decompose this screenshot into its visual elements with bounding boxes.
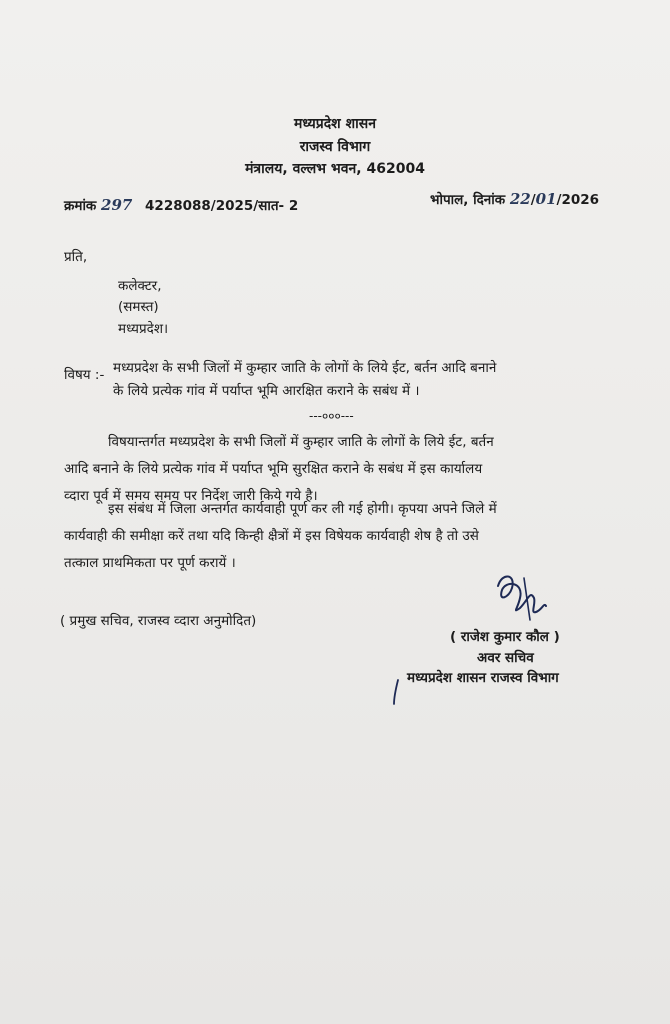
approval-note: ( प्रमुख सचिव, राजस्व व्दारा अनुमोदित) <box>60 613 257 629</box>
paragraph-1-line-2: आदि बनाने के लिये प्रत्येक गांव में पर्याप्त भूमि सुरक्षित कराने के सबंध में इस कार्यालय <box>64 461 483 477</box>
header-government: मध्यप्रदेश शासन <box>294 116 376 132</box>
signatory-name: ( राजेश कुमार कौल ) <box>450 629 560 645</box>
date-year: /2026 <box>556 192 600 208</box>
paragraph-2-line-3: तत्काल प्राथमिकता पर पूर्ण करायें । <box>64 555 236 571</box>
signatory-designation: अवर सचिव <box>477 650 534 666</box>
paragraph-2-line-2: कार्यवाही की समीक्षा करें तथा यदि किन्ही क्षैत्रों में इस विषेयक कार्यवाही शेष है तो उसे <box>64 528 479 544</box>
header-department: राजस्व विभाग <box>299 139 371 155</box>
subject-label: विषय :- <box>64 367 105 383</box>
signature-icon <box>490 568 550 623</box>
header-address: मंत्रालय, वल्लभ भवन, 462004 <box>245 161 425 177</box>
date-month: 01 <box>535 190 557 208</box>
reference-code: 4228088/2025/सात- 2 <box>145 198 299 214</box>
subject-divider: ---०००--- <box>309 409 354 423</box>
prati-label: प्रति, <box>64 249 88 265</box>
recipient-line-2: (समस्त) <box>118 299 159 315</box>
reference-number <box>64 196 298 214</box>
place-date-prefix: भोपाल, दिनांक <box>430 192 506 208</box>
ink-tick-icon <box>391 678 401 706</box>
paragraph-1-line-3: व्दारा पूर्व में समय समय पर निर्देश जारी किये गये है। <box>64 488 318 504</box>
place-date <box>430 190 599 208</box>
subject-line-2: के लिये प्रत्येक गांव में पर्याप्त भूमि आरक्षित कराने के सबंध में । <box>113 383 420 399</box>
signatory-department: मध्यप्रदेश शासन राजस्व विभाग <box>407 670 559 686</box>
subject-line-1: मध्यप्रदेश के सभी जिलों में कुम्हार जाति के लोगों के लिये ईट, बर्तन आदि बनाने <box>113 360 497 376</box>
reference-prefix: क्रमांक <box>64 198 97 214</box>
handwritten-serial: 297 <box>101 196 133 214</box>
date-separator: / <box>530 192 536 208</box>
paragraph-2 <box>64 496 497 577</box>
paragraph-2-line-1: इस संबंध में जिला अन्तर्गत कार्यवाही पूर्ण कर ली गई होगी। कृपया अपने जिले में <box>108 501 497 517</box>
date-day: 22 <box>509 190 531 208</box>
paragraph-1-line-1: विषयान्तर्गत मध्यप्रदेश के सभी जिलों में कुम्हार जाति के लोगों के लिये ईट, बर्तन <box>108 434 494 450</box>
recipient-line-1: कलेक्टर, <box>118 278 162 294</box>
recipient-line-3: मध्यप्रदेश। <box>118 321 169 337</box>
